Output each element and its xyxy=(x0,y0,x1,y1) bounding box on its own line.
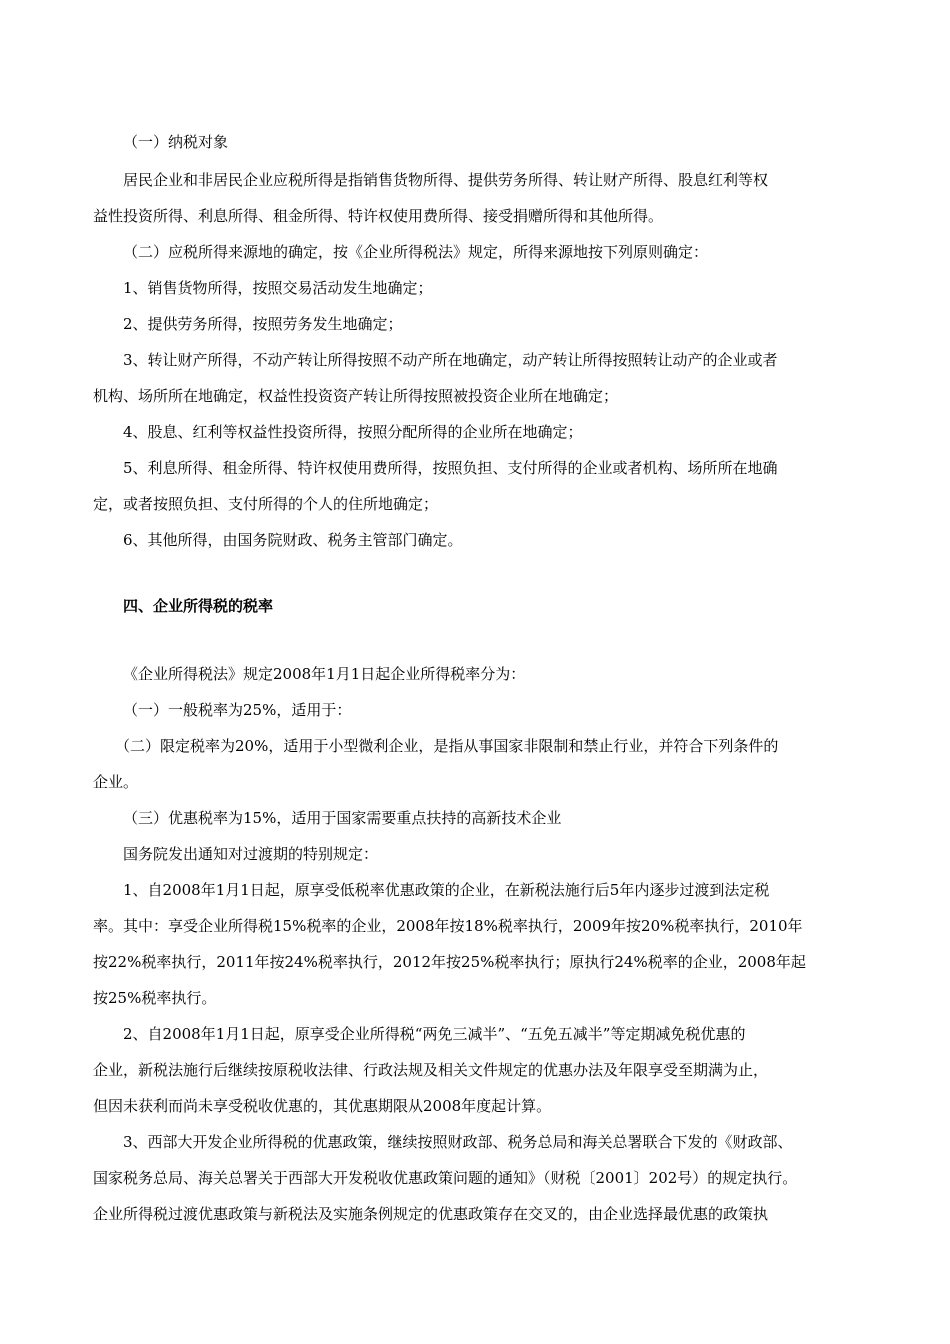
paragraph-line: （二）应税所得来源地的确定，按《企业所得税法》规定，所得来源地按下列原则确定： xyxy=(123,243,709,261)
list-item-continuation: 按25%税率执行。 xyxy=(93,989,217,1007)
list-item-continuation: 定，或者按照负担、支付所得的个人的住所地确定； xyxy=(93,495,439,513)
list-item-continuation: 机构、场所所在地确定，权益性投资资产转让所得按照被投资企业所在地确定； xyxy=(93,387,619,405)
list-item: 4、股息、红利等权益性投资所得，按照分配所得的企业所在地确定； xyxy=(123,423,583,441)
list-item: 2、提供劳务所得，按照劳务发生地确定； xyxy=(123,315,403,333)
list-item-continuation: 企业。 xyxy=(93,773,139,791)
list-item-continuation: 但因未获利而尚未享受税收优惠的，其优惠期限从2008年度起计算。 xyxy=(93,1097,552,1115)
list-item: 3、西部大开发企业所得税的优惠政策，继续按照财政部、税务总局和海关总署联合下发的《财政部、 xyxy=(123,1133,793,1151)
section-heading: 四、企业所得税的税率 xyxy=(123,597,274,615)
list-item: （二）限定税率为20%，适用于小型微利企业，是指从事国家非限制和禁止行业，并符合下列条件的 xyxy=(115,737,779,755)
list-item-continuation: 企业所得税过渡优惠政策与新税法及实施条例规定的优惠政策存在交叉的，由企业选择最优惠的政策执 xyxy=(93,1205,769,1223)
list-item: 6、其他所得，由国务院财政、税务主管部门确定。 xyxy=(123,531,463,549)
subheading-tax-object: （一）纳税对象 xyxy=(123,133,229,151)
list-item-continuation: 按22%税率执行，2011年按24%税率执行，2012年按25%税率执行；原执行24%税率的企业，2008年起 xyxy=(93,953,806,971)
list-item: （三）优惠税率为15%，适用于国家需要重点扶持的高新技术企业 xyxy=(123,809,562,827)
paragraph-line: 益性投资所得、利息所得、租金所得、特许权使用费所得、接受捐赠所得和其他所得。 xyxy=(93,207,664,225)
list-item: （一）一般税率为25%，适用于： xyxy=(123,701,352,719)
list-item-continuation: 国家税务总局、海关总署关于西部大开发税收优惠政策问题的通知》（财税〔2001〕202号）的规定执行。 xyxy=(93,1169,798,1187)
list-item-continuation: 企业，新税法施行后继续按原税收法律、行政法规及相关文件规定的优惠办法及年限享受至期满为止， xyxy=(93,1061,769,1079)
paragraph-line: 《企业所得税法》规定2008年1月1日起企业所得税率分为： xyxy=(123,665,526,683)
list-item: 1、自2008年1月1日起，原享受低税率优惠政策的企业，在新税法施行后5年内逐步过渡到法定税 xyxy=(123,881,770,899)
paragraph-line: 居民企业和非居民企业应税所得是指销售货物所得、提供劳务所得、转让财产所得、股息红利等权 xyxy=(123,171,769,189)
paragraph-line: 国务院发出通知对过渡期的特别规定： xyxy=(123,845,379,863)
list-item: 1、销售货物所得，按照交易活动发生地确定； xyxy=(123,279,433,297)
list-item: 5、利息所得、租金所得、特许权使用费所得，按照负担、支付所得的企业或者机构、场所所在地确 xyxy=(123,459,778,477)
list-item: 3、转让财产所得，不动产转让所得按照不动产所在地确定，动产转让所得按照转让动产的企业或者 xyxy=(123,351,778,369)
list-item-continuation: 率。其中：享受企业所得税15%税率的企业，2008年按18%税率执行，2009年按20%税率执行，2010年 xyxy=(93,917,803,935)
list-item: 2、自2008年1月1日起，原享受企业所得税“两免三减半”、“五免五减半”等定期减免税优惠的 xyxy=(123,1025,746,1043)
